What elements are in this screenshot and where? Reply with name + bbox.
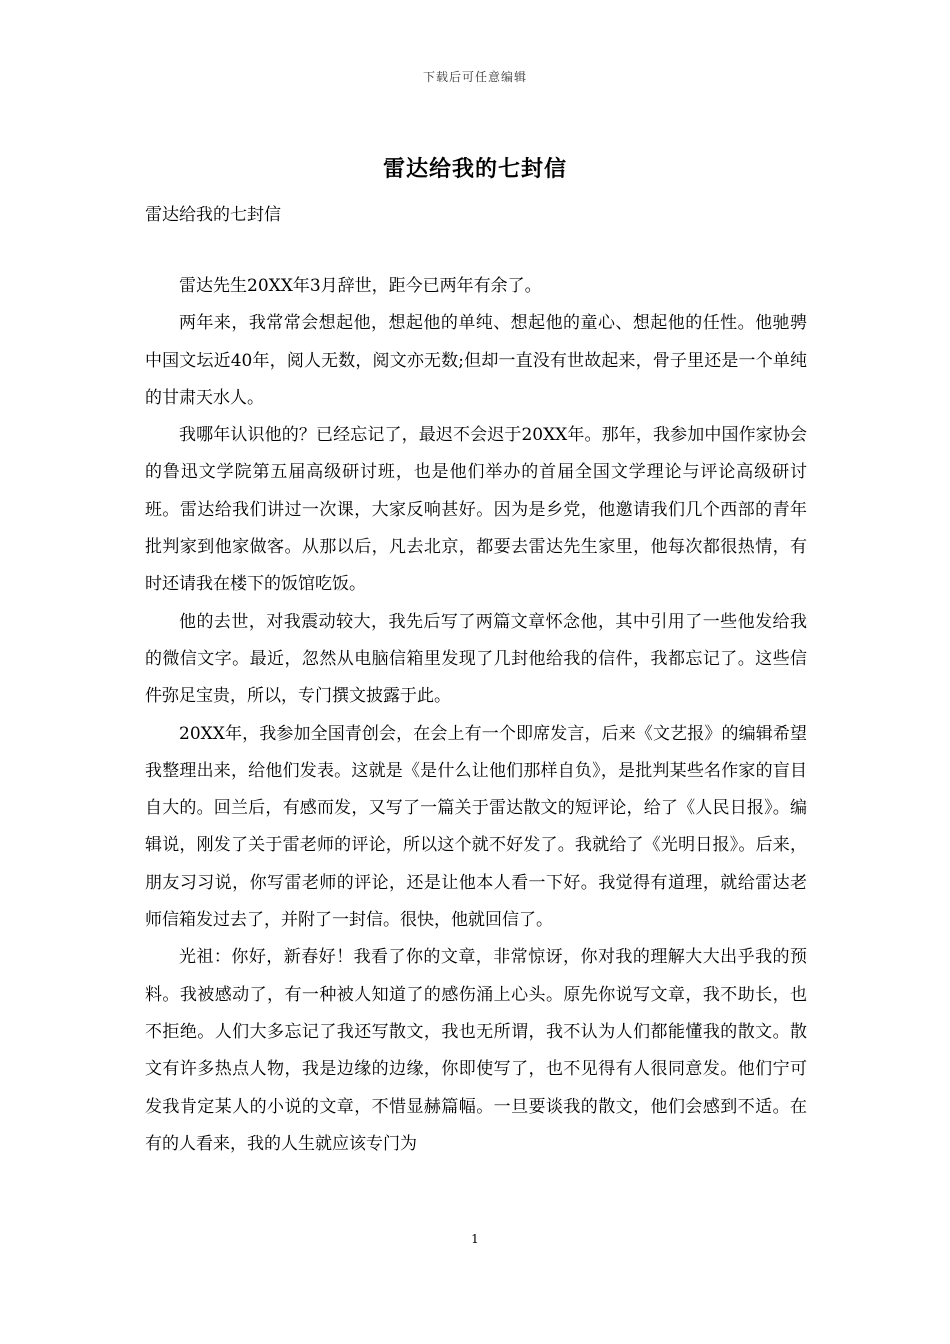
document-title: 雷达给我的七封信: [382, 156, 567, 182]
paragraph: 光祖：你好，新春好！我看了你的文章，非常惊讶，你对我的理解大大出乎我的预料。我被感动了，有一种被人知道了的感伤涌上心头。原先你说写文章，我不助长，也不拒绝。人们大多忘记了我还写散文，我也无所谓，我不认为人们都能懂我的散文。散文有许多热点人物，我是边缘的边缘，你即使写了，也不见得有人很同意发。他们宁可发我肯定某人的小说的文章，不惜显赫篇幅。一旦要谈我的散文，他们会感到不适。在有的人看来，我的人生就应该专门为: [145, 947, 807, 1154]
paragraph: 我哪年认识他的？已经忘记了，最迟不会迟于20XX年。那年，我参加中国作家协会的鲁迅文学院第五届高级研讨班，也是他们举办的首届全国文学理论与评论高级研讨班。雷达给我们讲过一次课，大家反响甚好。因为是乡党，他邀请我们几个西部的青年批判家到他家做客。从那以后，凡去北京，都要去雷达先生家里，他每次都很热情，有时还请我在楼下的饭馆吃饭。: [145, 425, 807, 595]
header-note: 下载后可任意编辑: [422, 70, 527, 84]
paragraph: 20XX年，我参加全国青创会，在会上有一个即席发言，后来《文艺报》的编辑希望我整理出来，给他们发表。这就是《是什么让他们那样自负》，是批判某些名作家的盲目自大的。回兰后，有感而发，又写了一篇关于雷达散文的短评论，给了《人民日报》。编辑说，刚发了关于雷老师的评论，所以这个就不好发了。我就给了《光明日报》。后来，朋友习习说，你写雷老师的评论，还是让他本人看一下好。我觉得有道理，就给雷达老师信箱发过去了，并附了一封信。很快，他就回信了。: [145, 723, 807, 931]
page-number: 1: [471, 1232, 479, 1246]
paragraph: 他的去世，对我震动较大，我先后写了两篇文章怀念他，其中引用了一些他发给我的微信文字。最近，忽然从电脑信箱里发现了几封他给我的信件，我都忘记了。这些信件弥足宝贵，所以，专门撰文披露于此。: [145, 611, 807, 707]
paragraph: 两年来，我常常会想起他，想起他的单纯、想起他的童心、想起他的任性。他驰骋中国文坛近40年，阅人无数，阅文亦无数;但却一直没有世故起来，骨子里还是一个单纯的甘肃天水人。: [145, 313, 807, 408]
document-body: [145, 268, 807, 1163]
paragraph: 雷达先生20XX年3月辞世，距今已两年有余了。: [179, 276, 542, 296]
document-subtitle: 雷达给我的七封信: [145, 205, 281, 225]
